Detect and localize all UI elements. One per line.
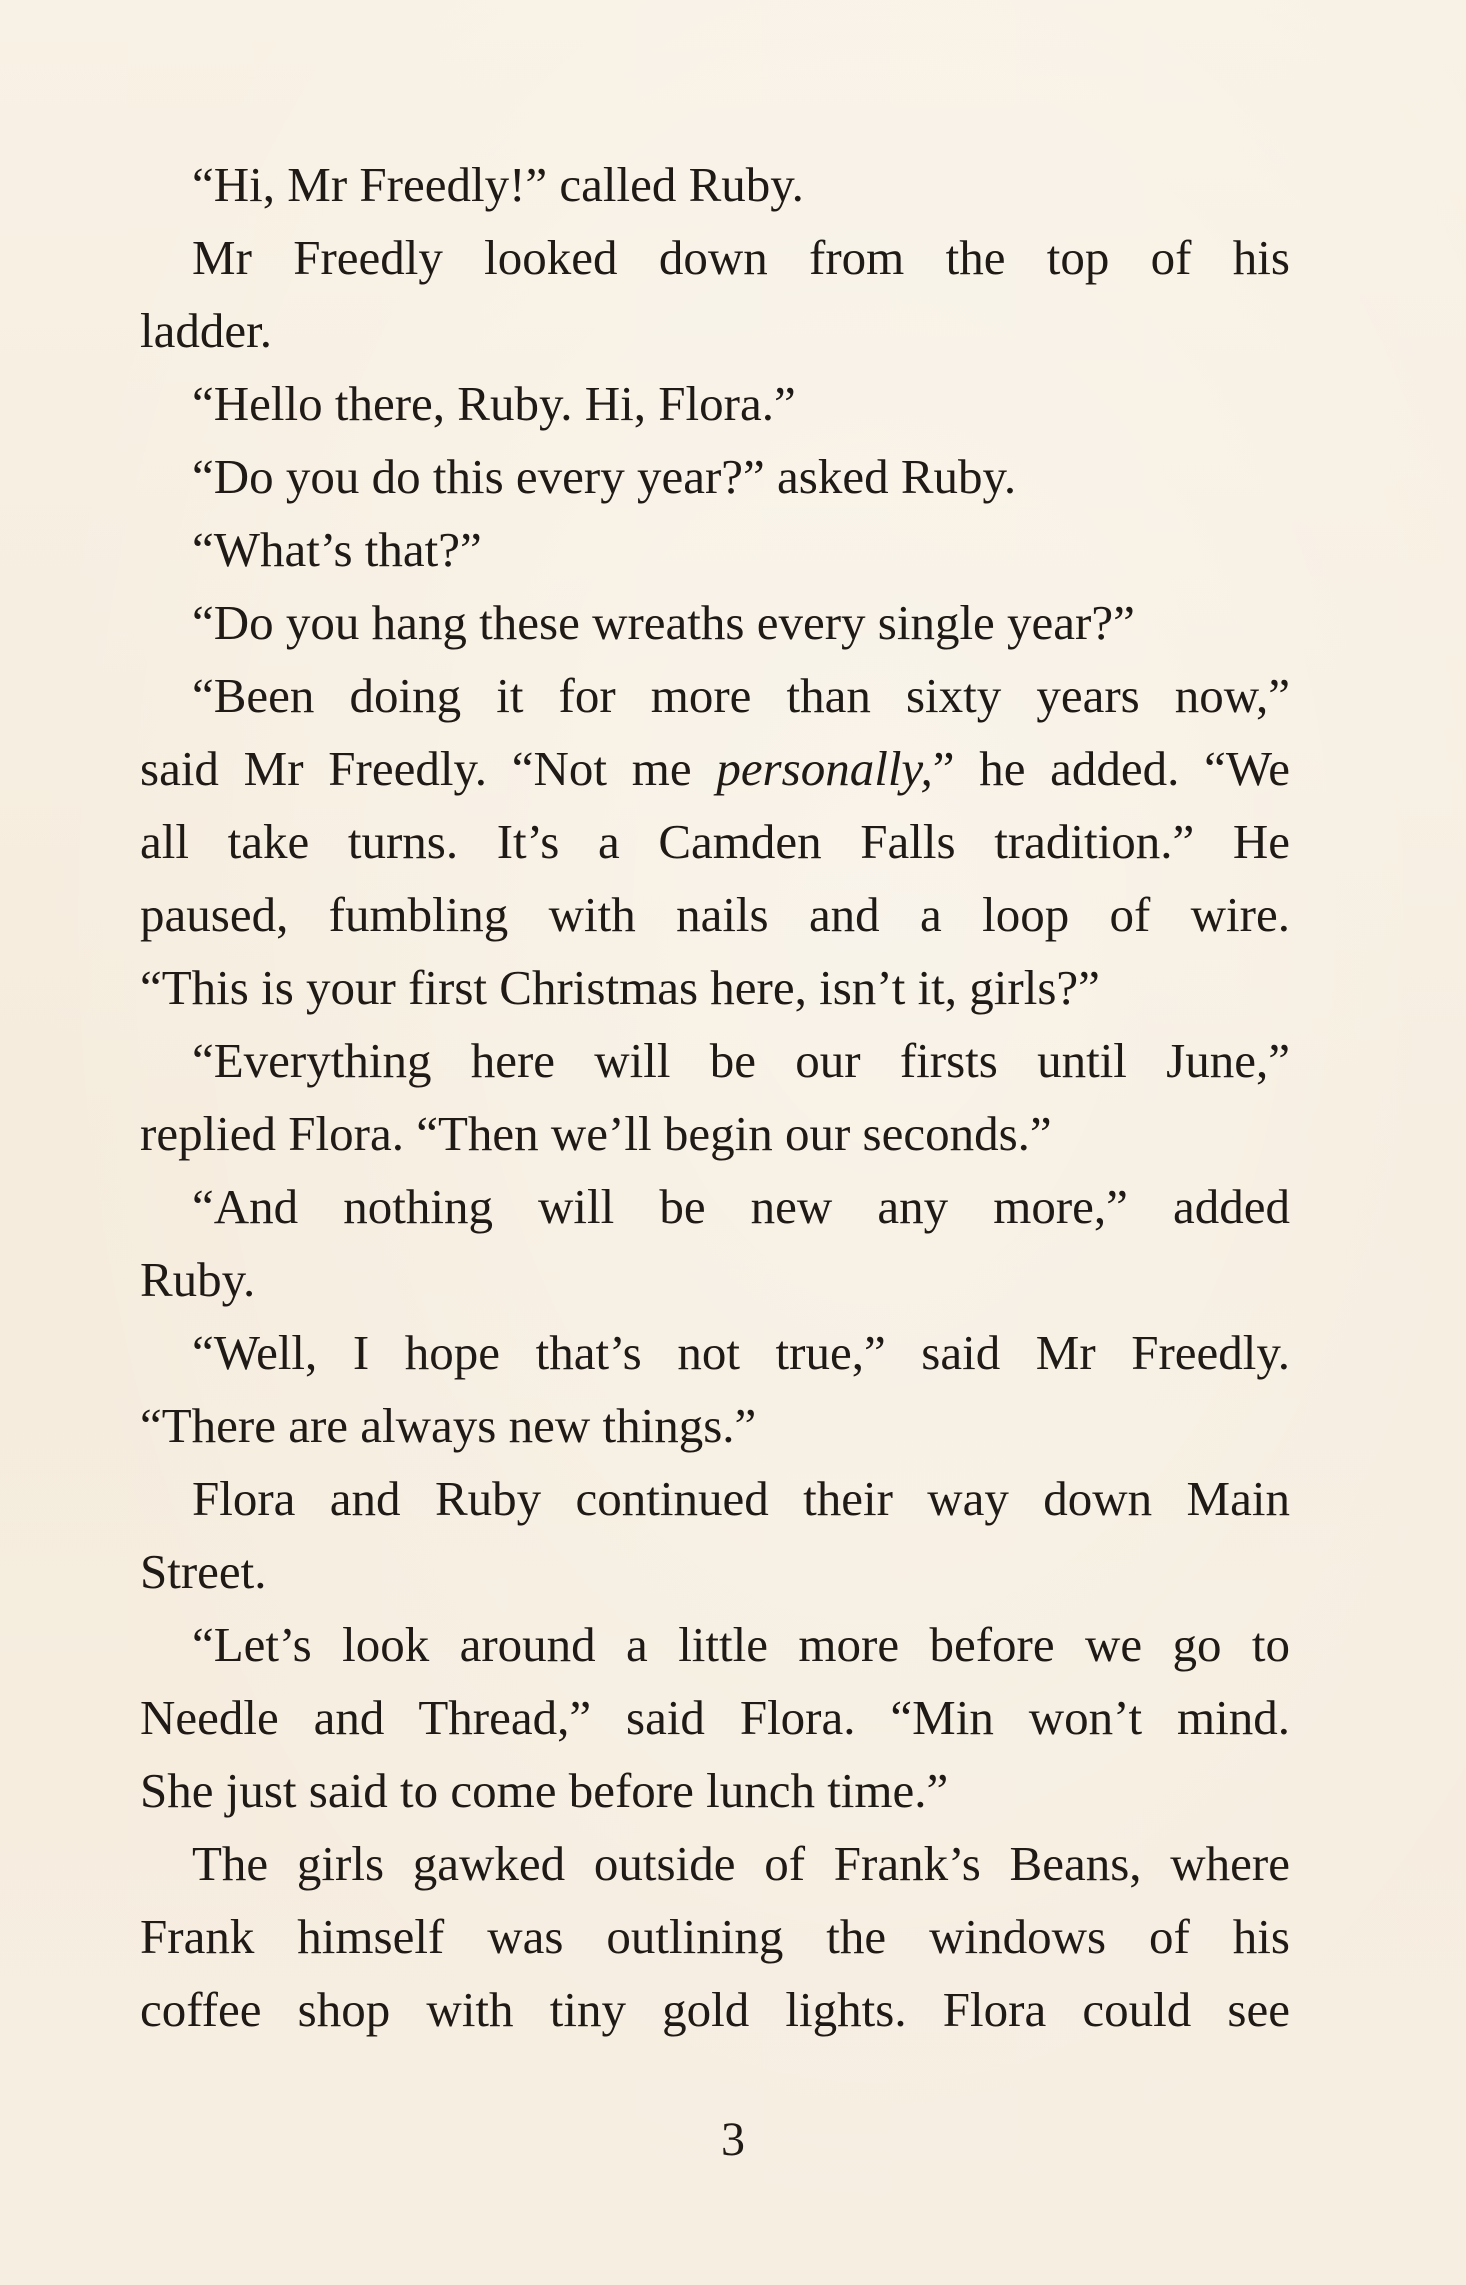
text-line: “Do you do this every year?” asked Ruby.	[192, 449, 1017, 504]
text-line: She just said to come before lunch time.”	[140, 1763, 949, 1818]
text-line: “What’s that?”	[192, 522, 482, 577]
text-line: Street.	[140, 1544, 267, 1599]
text-line: “Let’s look around a little more before we go to	[192, 1617, 1290, 1672]
text-line: The girls gawked outside of Frank’s Beans, where	[192, 1836, 1290, 1891]
text-line: paused, fumbling with nails and a loop of wire.	[140, 887, 1290, 942]
text-line: Mr Freedly looked down from the top of his	[192, 230, 1290, 285]
text-line: “Everything here will be our firsts until June,”	[192, 1033, 1290, 1088]
text-line: “Do you hang these wreaths every single year?”	[192, 595, 1135, 650]
text-line: “This is your first Christmas here, isn’t it, girls?”	[140, 960, 1100, 1015]
body-text	[140, 148, 1290, 2046]
emphasis: personally,	[716, 741, 933, 796]
text-line: “Hello there, Ruby. Hi, Flora.”	[192, 376, 796, 431]
text-line: “Well, I hope that’s not true,” said Mr Freedly.	[192, 1325, 1290, 1380]
text-line: Needle and Thread,” said Flora. “Min won’t mind.	[140, 1690, 1290, 1745]
text-line: Frank himself was outlining the windows of his	[140, 1909, 1290, 1964]
text-line: “There are always new things.”	[140, 1398, 757, 1453]
page-number: 3	[721, 2113, 745, 2166]
text-line: coffee shop with tiny gold lights. Flora could see	[140, 1982, 1290, 2037]
text-line: all take turns. It’s a Camden Falls tradition.” He	[140, 814, 1290, 869]
text-line: “And nothing will be new any more,” added	[192, 1179, 1290, 1234]
text-line: “Hi, Mr Freedly!” called Ruby.	[192, 157, 804, 212]
text-line: replied Flora. “Then we’ll begin our seconds.”	[140, 1106, 1052, 1161]
text-line: Flora and Ruby continued their way down Main	[192, 1471, 1290, 1526]
text-line: said Mr Freedly. “Not me personally,” he added. “We	[140, 741, 1290, 796]
text-line: Ruby.	[140, 1252, 256, 1307]
text-line: ladder.	[140, 303, 272, 358]
text-line: “Been doing it for more than sixty years now,”	[192, 668, 1290, 723]
